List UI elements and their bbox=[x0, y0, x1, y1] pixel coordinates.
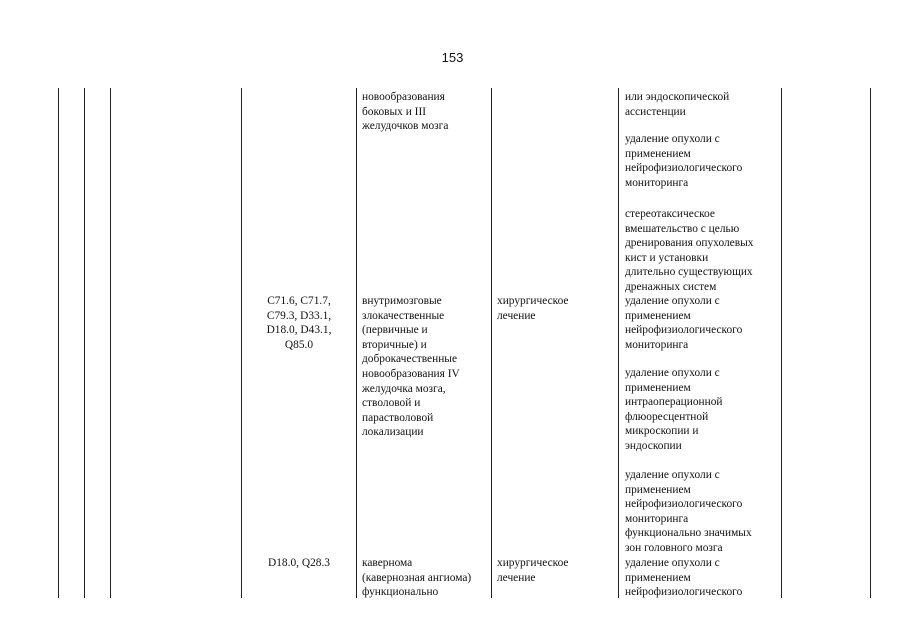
column-divider-7 bbox=[781, 88, 782, 598]
method-cell: удаление опухоли с применением интраоперационной флюоресцентной микроскопии и эндоскопии bbox=[625, 367, 723, 452]
column-divider-4 bbox=[356, 88, 357, 598]
icd-codes-cell: C71.6, C71.7, C79.3, D33.1, D18.0, D43.1, Q85.0 bbox=[266, 295, 332, 351]
method-cell: стереотаксическое вмешательство с целью дренирования опухолевых кист и установки длительно существующих дренажных систем bbox=[625, 208, 754, 293]
method-cell: удаление опухоли с применением нейрофизиологического мониторинга bbox=[625, 295, 743, 351]
icd-codes-cell: D18.0, Q28.3 bbox=[267, 557, 330, 569]
page-number: 153 bbox=[441, 50, 464, 65]
column-divider-3 bbox=[241, 88, 242, 598]
method-cell: удаление опухоли с применением нейрофизиологического мониторинга функционально значимых зон головного мозга bbox=[625, 469, 752, 554]
column-divider-6 bbox=[618, 88, 619, 598]
method-cell: удаление опухоли с применением нейрофизиологического bbox=[625, 557, 743, 599]
condition-cell: новообразования боковых и III желудочков мозга bbox=[362, 91, 449, 133]
method-cell: или эндоскопической ассистенции bbox=[625, 91, 730, 118]
condition-cell: кавернома (кавернозная ангиома) функционально bbox=[362, 557, 472, 599]
column-divider-5 bbox=[491, 88, 492, 598]
table-border-left bbox=[58, 88, 59, 598]
table-border-right bbox=[870, 88, 871, 598]
column-divider-2 bbox=[110, 88, 111, 598]
treatment-type-cell: хирургическое лечение bbox=[497, 557, 569, 584]
column-divider-1 bbox=[84, 88, 85, 598]
condition-cell: внутримозговые злокачественные (первичные и вторичные) и доброкачественные новообразования IV желудочка мозга, стволовой и парастволовой локализации bbox=[362, 295, 460, 439]
method-cell: удаление опухоли с применением нейрофизиологического мониторинга bbox=[625, 133, 743, 189]
treatment-type-cell: хирургическое лечение bbox=[497, 295, 569, 322]
